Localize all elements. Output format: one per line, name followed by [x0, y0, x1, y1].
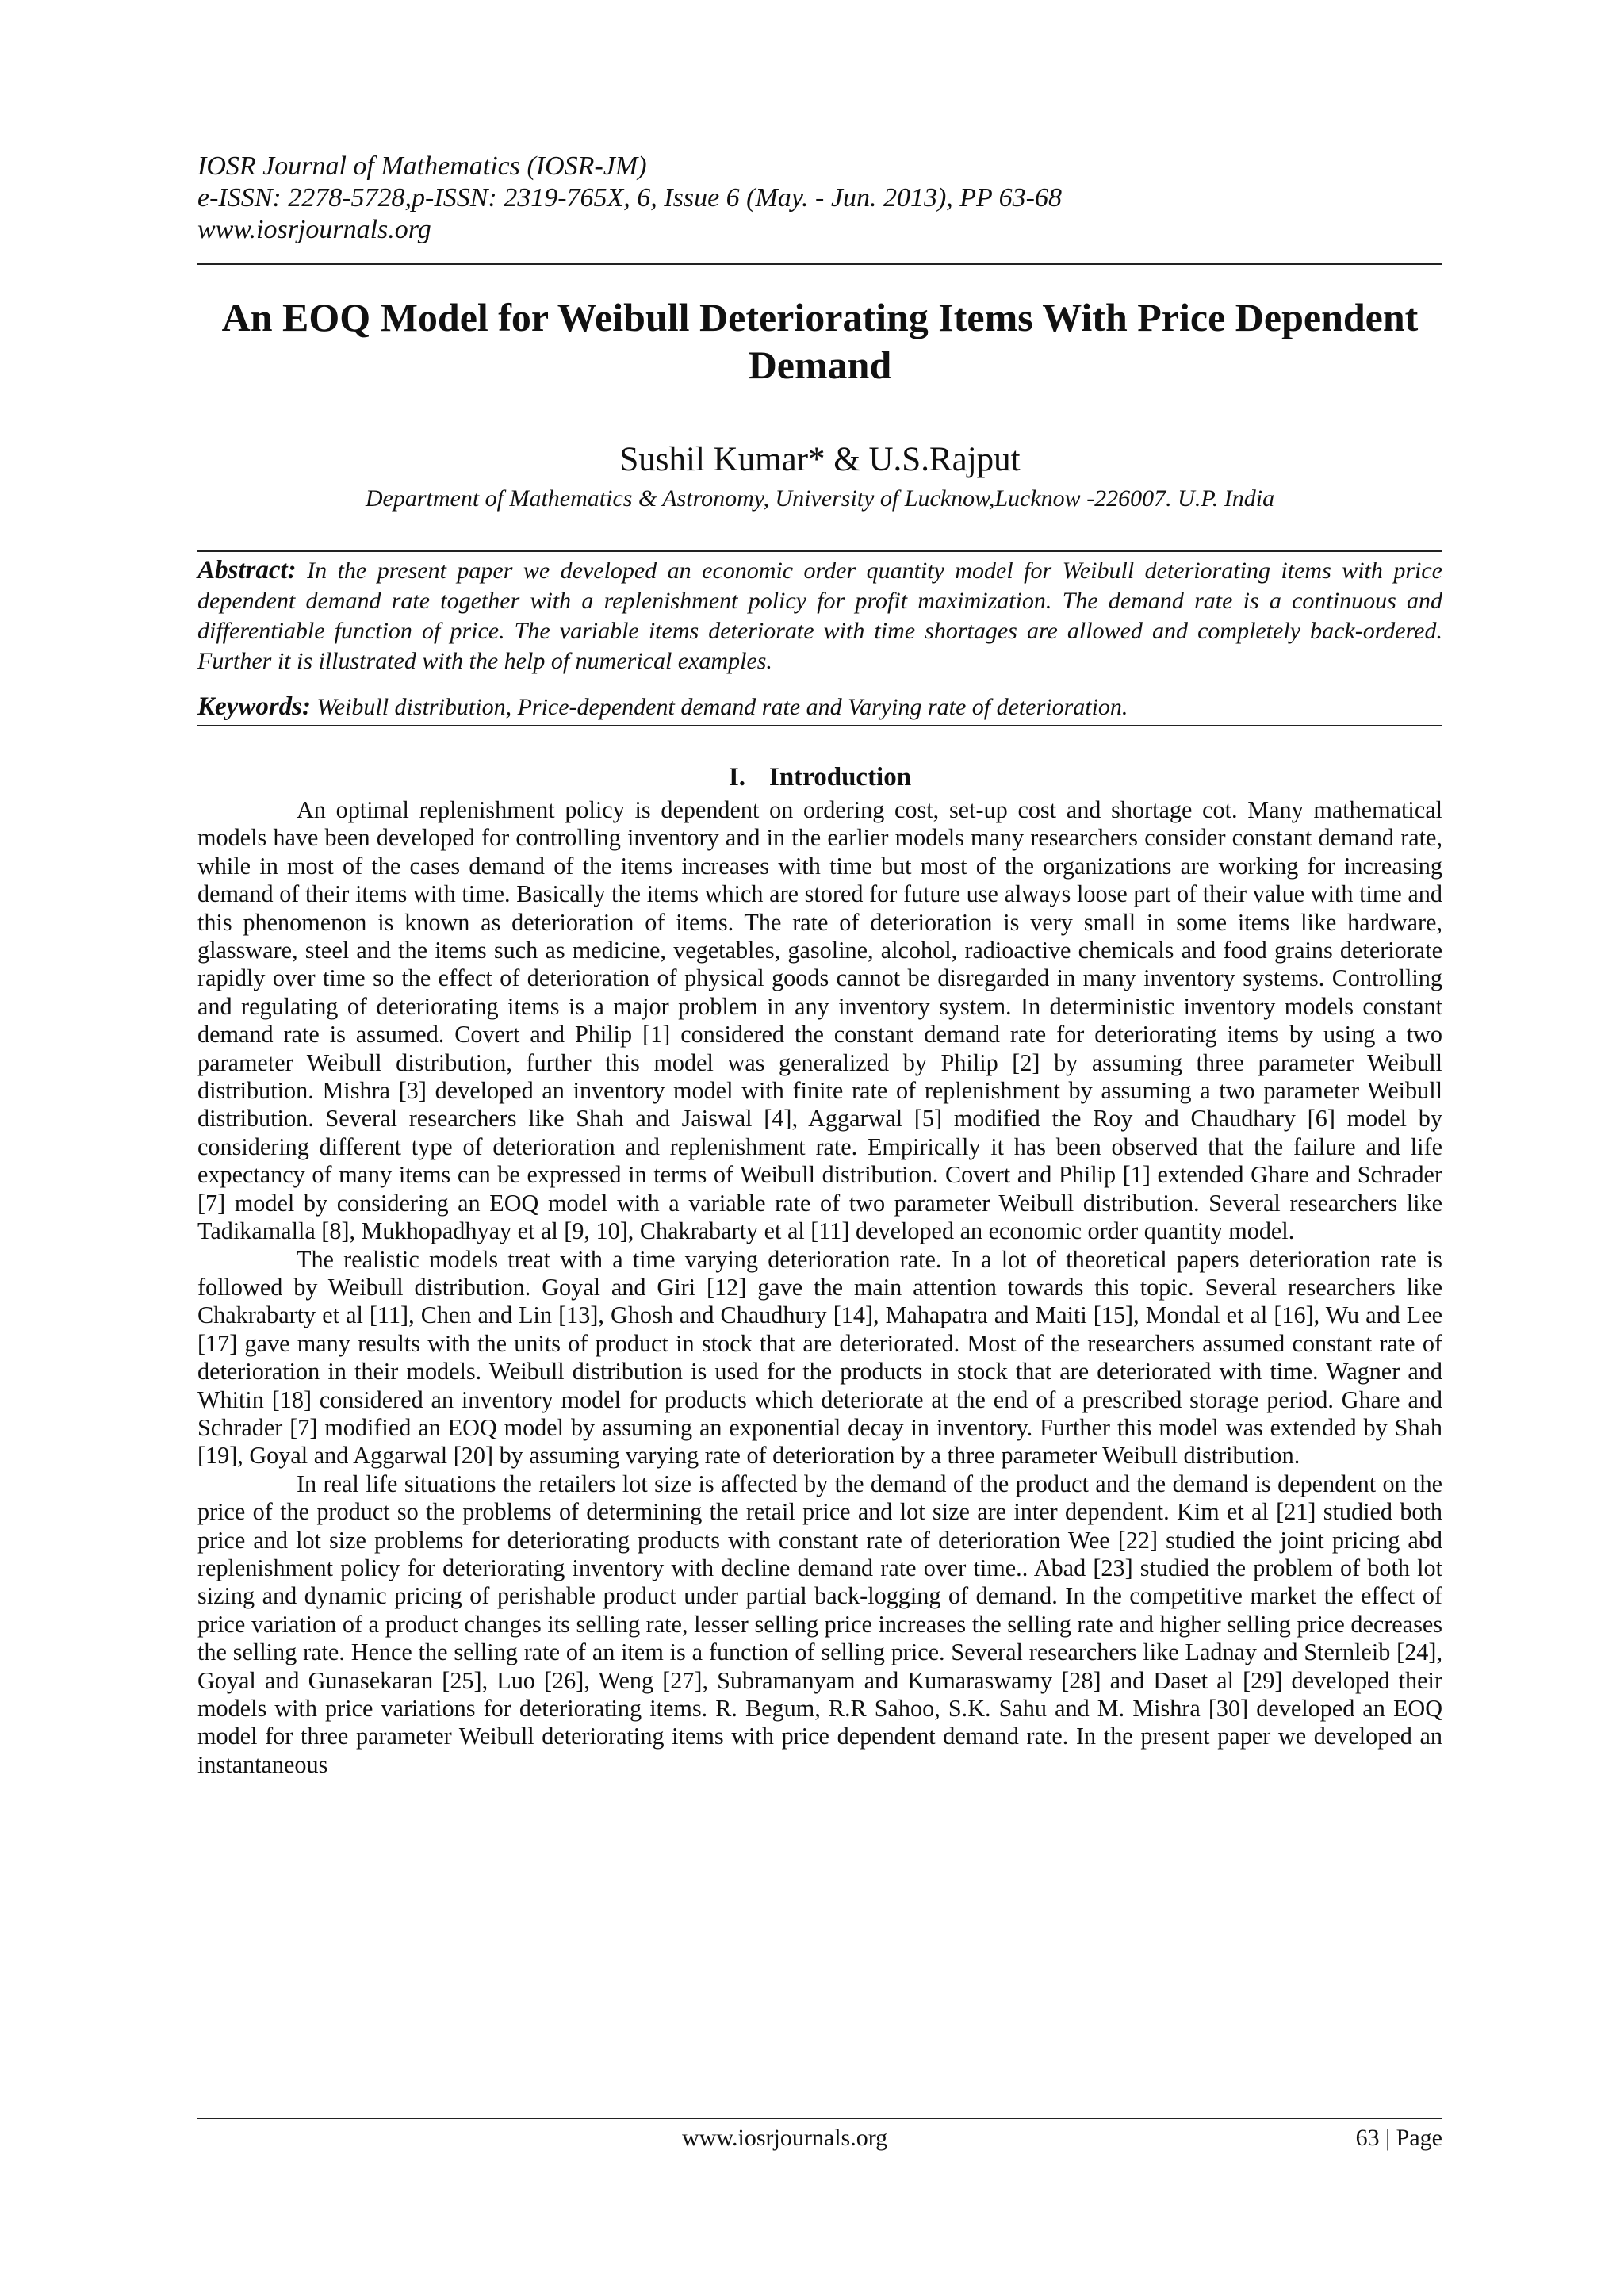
body-text: [197, 796, 1442, 1779]
abstract-bottom-rule: [197, 725, 1442, 726]
journal-name: IOSR Journal of Mathematics (IOSR-JM): [197, 151, 647, 181]
footer-rule: [197, 2118, 1442, 2119]
section-title: Introduction: [768, 763, 912, 792]
journal-header: [197, 151, 1442, 246]
paragraph: An optimal replenishment policy is dependent on ordering cost, set-up cost and shortage cot. Many mathematical models have been developed for controlling inventory and in the earlier models many researchers consider constant demand rate, while in most of the cases demand of the items increases with time but most of the organizations are working for increasing demand of their items with time. Basically the items which are stored for future use always loose part of their value with time and this phenomenon is known as deterioration of items. The rate of deterioration is very small in some items like hardware, glassware, steel and the items such as medicine, vegetables, gasoline, alcohol, radioactive chemicals and food grains deteriorate rapidly over time so the effect of deterioration of physical goods cannot be disregarded in many inventory systems. Controlling and regulating of deteriorating items is a major problem in any inventory system. In deterministic inventory models constant demand rate is assumed. Covert and Philip [1] considered the constant demand rate for deteriorating items by using a two parameter Weibull distribution, further this model was generalized by Philip [2] by assuming three parameter Weibull distribution. Mishra [3] developed an inventory model with finite rate of replenishment by assuming a two parameter Weibull distribution. Several researchers like Shah and Jaiswal [4], Aggarwal [5] modified the Roy and Chaudhary [6] model by considering different type of deterioration and replenishment rate. Empirically it has been observed that the failure and life expectancy of many items can be expressed in terms of Weibull distribution. Covert and Philip [1] extended Ghare and Schrader [7] model by considering an EOQ model with a variable rate of two parameter Weibull distribution. Several researchers like Tadikamalla [8], Mukhopadhyay et al [9, 10], Chakrabarty et al [11] developed an economic order quantity model.: [197, 796, 1442, 1245]
paragraph: The realistic models treat with a time varying deterioration rate. In a lot of theoretical papers deterioration rate is followed by Weibull distribution. Goyal and Giri [12] gave the main attention towards this topic. Several researchers like Chakrabarty et al [11], Chen and Lin [13], Ghosh and Chaudhury [14], Mahapatra and Maiti [15], Mondal et al [16], Wu and Lee [17] gave many results with the units of product in stock that are deteriorated. Most of the researchers assumed constant rate of deterioration in their models. Weibull distribution is used for the products in stock that are deteriorated with time. Wagner and Whitin [18] considered an inventory model for products which deteriorate at the end of a prescribed storage period. Ghare and Schrader [7] modified an EOQ model by assuming an exponential decay in inventory. Further this model was extended by Shah [19], Goyal and Aggarwal [20] by assuming varying rate of deterioration by a three parameter Weibull distribution.: [197, 1245, 1442, 1470]
journal-issn: e-ISSN: 2278-5728,p-ISSN: 2319-765X, 6, Issue 6 (May. - Jun. 2013), PP 63-68: [197, 183, 1063, 213]
abstract-top-rule: [197, 550, 1442, 552]
section-heading: [197, 761, 1442, 793]
paper-authors: Sushil Kumar* & U.S.Rajput: [619, 441, 1021, 478]
page-number: 63 | Page: [1355, 2125, 1442, 2151]
keywords: [197, 692, 1442, 723]
keywords-label: Keywords:: [197, 692, 311, 721]
paper-title: An EOQ Model for Weibull Deteriorating Items With Price Dependent Demand: [221, 295, 1419, 387]
paragraph: In real life situations the retailers lot size is affected by the demand of the product and the demand is dependent on the price of the product so the problems of determining the retail price and lot size are inter dependent. Kim et al [21] studied both price and lot size problems for deteriorating products with constant rate of deterioration Wee [22] studied the joint pricing abd replenishment policy for deteriorating inventory with decline demand rate over time.. Abad [23] studied the problem of both lot sizing and dynamic pricing of perishable product under partial back-logging of demand. In the competitive market the effect of price variation of a product changes its selling rate, lesser selling price increases the selling rate and higher selling price decreases the selling rate. Hence the selling rate of an item is a function of selling price. Several researchers like Ladnay and Sternleib [24], Goyal and Gunasekaran [25], Luo [26], Weng [27], Subramanyam and Kumaraswamy [28] and Daset al [29] developed their models with price variations for deteriorating items. R. Begum, R.R Sahoo, S.K. Sahu and M. Mishra [30] developed an EOQ model for three parameter Weibull deteriorating items with price dependent demand rate. In the present paper we developed an instantaneous: [197, 1470, 1442, 1778]
section-number: I.: [728, 763, 745, 792]
keywords-text: Weibull distribution, Price-dependent demand rate and Varying rate of deterioration.: [316, 694, 1128, 720]
journal-website[interactable]: www.iosrjournals.org: [197, 215, 431, 244]
abstract: [197, 555, 1442, 677]
footer-url[interactable]: www.iosrjournals.org: [682, 2125, 888, 2151]
header-rule: [197, 263, 1442, 265]
abstract-text: In the present paper we developed an economic order quantity model for Weibull deteriorating items with price dependent demand rate together with a replenishment policy for profit maximization. The demand rate is a continuous and differentiable function of price. The variable items deteriorate with time shortages are allowed and completely back-ordered. Further it is illustrated with the help of numerical examples.: [197, 558, 1443, 674]
abstract-label: Abstract:: [197, 556, 297, 585]
author-affiliation: Department of Mathematics & Astronomy, University of Lucknow,Lucknow -226007. U.P. India: [365, 485, 1275, 512]
